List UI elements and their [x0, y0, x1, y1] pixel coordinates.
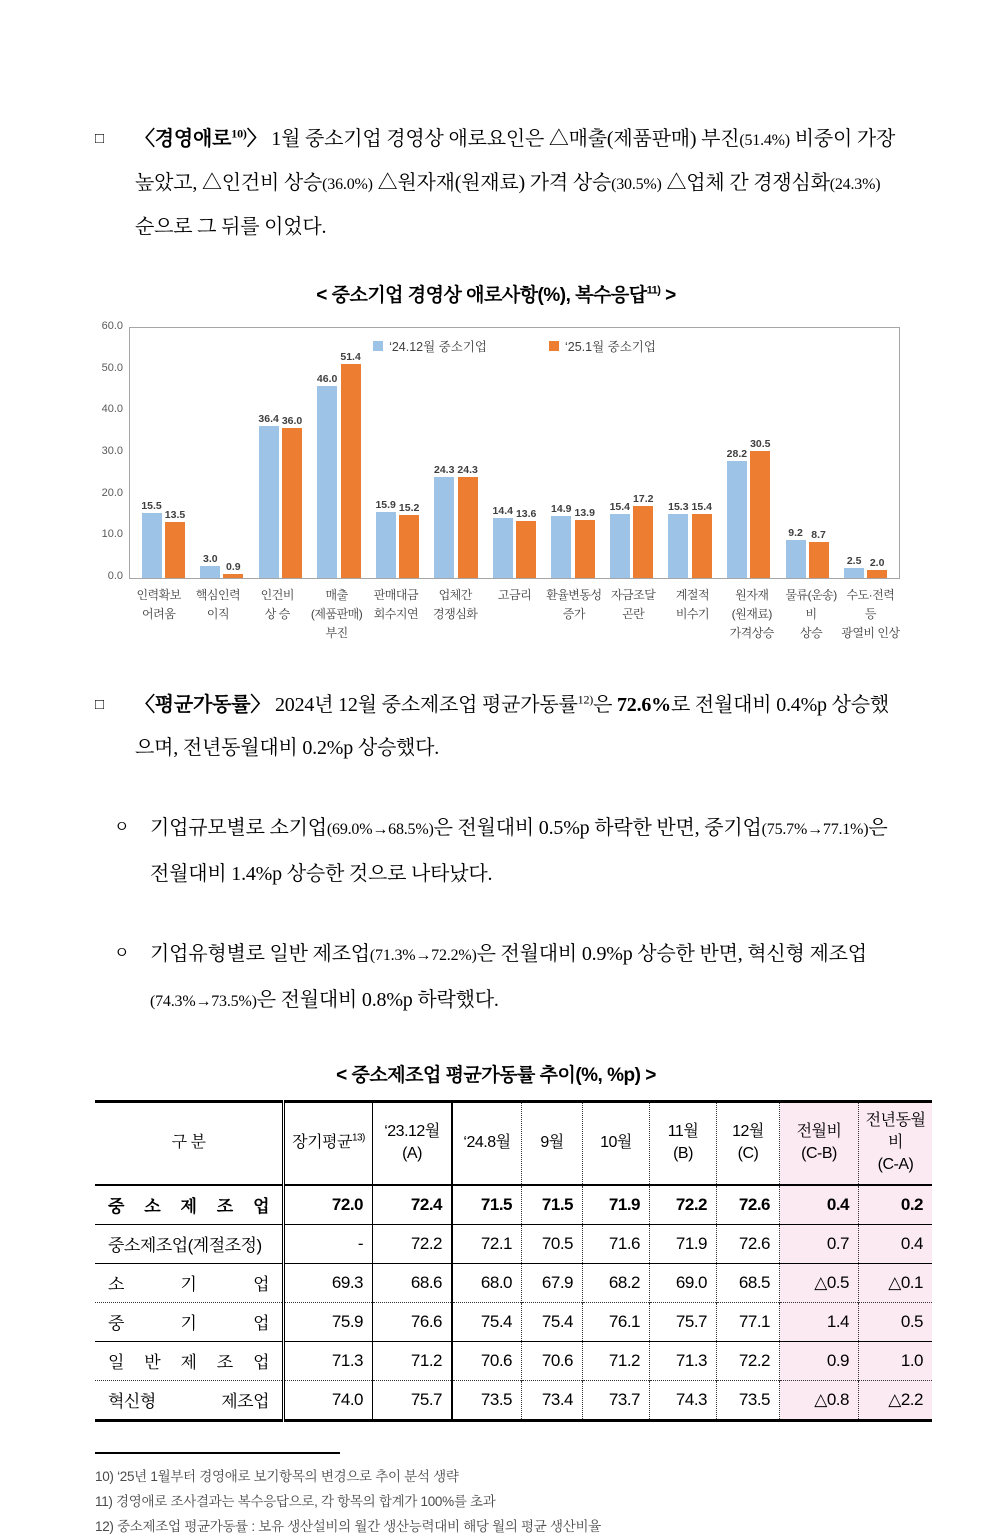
table-value-cell: 75.4 — [452, 1302, 522, 1341]
bar — [341, 364, 361, 578]
table-value-cell: 68.0 — [452, 1263, 522, 1302]
bar-value-label: 36.0 — [281, 415, 303, 427]
x-axis-category-label: 인건비 상 승 — [260, 588, 294, 622]
text-run: 은 — [593, 693, 617, 716]
bar-group — [778, 527, 837, 578]
bar-column — [516, 508, 536, 578]
table-value-cell: 73.5 — [452, 1380, 522, 1420]
table-value-cell: 67.9 — [522, 1263, 583, 1302]
bar-group — [134, 500, 193, 578]
table-value-cell: △0.5 — [780, 1263, 859, 1302]
legend-label: ‘24.12월 중소기업 — [389, 340, 487, 354]
x-axis-category-label: 핵심인력 이직 — [195, 588, 241, 622]
table-value-cell: 72.1 — [452, 1224, 522, 1263]
legend-swatch-icon — [549, 341, 559, 351]
text-run: 은 전월대비 0.5%p 하락한 반면, 중기업 — [433, 816, 762, 839]
x-axis-category-label: 업체간 경쟁심화 — [433, 588, 478, 622]
bar-group — [544, 503, 603, 578]
bar-column — [457, 464, 477, 578]
table-value-cell: 69.0 — [650, 1263, 717, 1302]
utilization-rate-table — [95, 1100, 932, 1422]
bar — [516, 521, 536, 578]
bar-value-label: 15.2 — [398, 501, 420, 514]
table-value-cell: △0.8 — [780, 1380, 859, 1420]
table-value-cell: 74.0 — [284, 1380, 373, 1420]
bar-value-label: 51.4 — [340, 350, 361, 363]
circle-bullet: ㅇ — [114, 944, 130, 962]
bar-group — [310, 351, 369, 578]
table-value-cell: 72.6 — [717, 1224, 780, 1263]
bar-value-label: 28.2 — [726, 447, 748, 460]
text-run: (51.4%) — [739, 132, 790, 149]
bar — [786, 540, 806, 578]
bar — [434, 477, 454, 578]
paragraph-business-difficulties — [95, 118, 902, 249]
table-value-cell: 71.2 — [583, 1341, 650, 1380]
row-label-cell: 중 소 제 조 업 — [95, 1185, 284, 1225]
y-axis-tick-label: 50.0 — [101, 361, 123, 374]
x-axis-category-label: 인력확보 어려움 — [136, 588, 181, 622]
text-run: 기업유형별로 일반 제조업 — [150, 942, 370, 965]
y-axis-tick-label: 60.0 — [101, 320, 123, 332]
text-run: 〈평균가동률〉 — [135, 693, 271, 716]
bar — [458, 477, 478, 578]
bar-value-label: 13.5 — [164, 508, 186, 521]
table-value-cell: 72.0 — [284, 1185, 373, 1225]
bar — [142, 513, 162, 578]
y-axis-tick-label: 30.0 — [101, 445, 123, 457]
bar-value-label: 2.0 — [869, 556, 885, 569]
bar-value-label: 14.4 — [492, 505, 513, 517]
text-run: △원자재(원재료) 가격 상승 — [372, 172, 612, 194]
bar-value-label: 17.2 — [633, 493, 654, 506]
table-value-cell: 75.7 — [650, 1302, 717, 1341]
table-value-cell: △2.2 — [859, 1380, 933, 1420]
table-value-cell: 72.2 — [650, 1185, 717, 1225]
bar — [200, 566, 220, 579]
table-header-cell: 전년동월비 (C-A) — [859, 1101, 933, 1185]
x-axis-category-label: 환율변동성 증가 — [546, 588, 602, 622]
table-value-cell: 72.4 — [373, 1185, 453, 1225]
table-row — [95, 1302, 932, 1341]
table-value-cell: 71.5 — [452, 1185, 522, 1225]
bar-group — [193, 553, 252, 579]
table-row — [95, 1224, 932, 1263]
table-value-cell: 0.7 — [780, 1224, 859, 1263]
bar-column — [867, 557, 887, 578]
y-axis-tick-label: 20.0 — [101, 486, 123, 499]
text-run: 은 전월대비 0.8%p 하락했다. — [256, 988, 499, 1011]
text-run: (24.3%) — [829, 176, 881, 193]
table-value-cell: 72.2 — [717, 1341, 780, 1380]
bar — [575, 520, 595, 578]
bar-column — [317, 373, 337, 578]
paragraph-text — [150, 806, 902, 896]
text-run: 은 전월대비 0.9%p 상승한 반면, 혁신형 제조업 — [476, 942, 867, 965]
text-run: 〈경영애로 — [135, 128, 232, 150]
footnotes — [95, 1464, 900, 1539]
table-header-cell: 장기평균$^{13)}$ — [284, 1101, 373, 1185]
table-row — [95, 1380, 932, 1420]
table-value-cell: 70.6 — [522, 1341, 583, 1380]
sub-bullet-by-company-type — [95, 932, 902, 1024]
x-axis-category-label: 원자재 (원재료) 가격상승 — [729, 588, 774, 641]
bar-value-label: 15.5 — [141, 500, 162, 513]
bar — [223, 574, 243, 578]
bar-column — [399, 502, 419, 578]
bar-value-label: 14.9 — [551, 502, 572, 515]
paragraph-average-utilization — [95, 684, 902, 770]
text-run: 11) — [646, 284, 661, 297]
bar-column — [375, 499, 395, 578]
bar — [493, 518, 513, 578]
bar — [692, 514, 712, 578]
y-axis-tick-label: 10.0 — [101, 528, 123, 541]
table-row — [95, 1263, 932, 1302]
text-run: 순으로 그 뒤를 이었다. — [135, 216, 327, 238]
bar-value-label: 24.3 — [457, 463, 478, 476]
table-header-cell: 10월 — [583, 1101, 650, 1185]
text-run: 1월 중소기업 경영상 애로요인은 △매출(제품판매) 부진 — [266, 128, 740, 150]
footnote: 10) ‘25년 1월부터 경영애로 보기항목의 변경으로 추이 분석 생략 — [95, 1468, 459, 1484]
table-value-cell: 77.1 — [717, 1302, 780, 1341]
table-value-cell: 75.4 — [522, 1302, 583, 1341]
bar-column — [223, 561, 243, 578]
text-run: 비중이 가장 높았고, △인건비 상승 — [135, 128, 896, 194]
bar-groups — [130, 328, 899, 578]
bar — [750, 451, 770, 578]
bar-group — [251, 413, 310, 578]
legend-swatch-icon — [373, 341, 383, 351]
bar-column — [141, 500, 161, 578]
bar — [317, 386, 337, 578]
bar-value-label: 9.2 — [788, 526, 803, 539]
paragraph-text — [135, 684, 902, 770]
text-run: > — [660, 285, 676, 306]
bar-value-label: 30.5 — [750, 437, 771, 450]
bar-group — [836, 555, 895, 578]
bar — [867, 570, 887, 578]
chart-legend — [130, 337, 899, 355]
paragraph-text — [150, 932, 902, 1024]
text-run: (74.3%→73.5%) — [150, 992, 257, 1010]
bar-value-label: 15.4 — [609, 500, 631, 513]
table-value-cell: - — [284, 1224, 373, 1263]
y-axis — [95, 320, 129, 582]
table-value-cell: △0.1 — [859, 1263, 933, 1302]
row-label-cell: 중 기 업 — [95, 1302, 284, 1341]
table-value-cell: 73.4 — [522, 1380, 583, 1420]
bar — [282, 428, 302, 578]
table-header-cell: 12월 (C) — [717, 1101, 780, 1185]
bar-column — [692, 501, 712, 578]
legend-label: ‘25.1월 중소기업 — [564, 340, 656, 354]
bar-column — [610, 501, 630, 578]
y-axis-tick-label: 0.0 — [107, 570, 123, 582]
text-run: 10) — [231, 126, 247, 141]
text-run: 기업규모별로 소기업 — [150, 816, 327, 839]
table-value-cell: 69.3 — [284, 1263, 373, 1302]
x-axis-category-label: 물류(운송)비 상승 — [785, 588, 837, 641]
table-value-cell: 0.5 — [859, 1302, 933, 1341]
table-value-cell: 75.7 — [373, 1380, 453, 1420]
table-body — [95, 1185, 932, 1421]
bar — [844, 568, 864, 578]
table-header-cell: 11월 (B) — [650, 1101, 717, 1185]
bar-value-label: 15.3 — [668, 501, 689, 514]
y-axis-tick-label: 40.0 — [101, 403, 123, 416]
bar-group — [602, 493, 661, 578]
bar-value-label: 8.7 — [811, 528, 826, 541]
table-value-cell: 1.4 — [780, 1302, 859, 1341]
bar-value-label: 2.5 — [846, 554, 862, 567]
table-value-cell: 76.6 — [373, 1302, 453, 1341]
table-header-row — [95, 1101, 932, 1185]
table-value-cell: 73.7 — [583, 1380, 650, 1420]
row-label-cell: 소 기 업 — [95, 1263, 284, 1302]
text-run: (69.0%→68.5%) — [326, 820, 434, 838]
footnote-separator — [95, 1452, 340, 1454]
bar-chart — [95, 320, 900, 582]
text-run: 12) — [577, 691, 594, 706]
document-page — [0, 118, 992, 1534]
table-value-cell: 72.6 — [717, 1185, 780, 1225]
table-header-cell: ‘24.8월 — [452, 1101, 522, 1185]
table-header-cell: 구 분 — [95, 1101, 284, 1185]
text-run: 은 전월대비 1.4%p 상승한 것으로 나타났다. — [150, 816, 888, 885]
text-run: 로 전월대비 0.4%p 상승했으며, 전년동월대비 0.2%p 상승했다. — [135, 693, 890, 759]
x-axis-category-label: 매출 (제품판매) 부진 — [310, 588, 363, 641]
footnote: 12) 중소제조업 평균가동률 : 보유 생산설비의 월간 생산능력대비 해당 월의 평균 생산비율 — [95, 1518, 601, 1534]
table-value-cell: 71.5 — [522, 1185, 583, 1225]
bar-value-label: 13.6 — [515, 508, 537, 521]
table-value-cell: 73.5 — [717, 1380, 780, 1420]
bar-value-label: 15.4 — [691, 500, 712, 513]
bar — [668, 514, 688, 578]
bar — [633, 506, 653, 578]
table-value-cell: 0.4 — [780, 1185, 859, 1225]
bar — [259, 426, 279, 578]
bar-column — [493, 505, 513, 578]
sub-bullet-by-company-size — [95, 806, 902, 896]
legend-item — [549, 337, 656, 355]
chart-title — [0, 280, 992, 307]
bar-value-label: 46.0 — [316, 373, 338, 386]
table-value-cell: 76.1 — [583, 1302, 650, 1341]
table-header — [95, 1101, 932, 1185]
bar — [399, 515, 419, 578]
bar-value-label: 13.9 — [574, 507, 595, 520]
table-value-cell: 71.3 — [650, 1341, 717, 1380]
bar-column — [727, 448, 747, 579]
text-run: (36.0%) — [322, 176, 373, 193]
bar-column — [551, 503, 571, 578]
table-header-cell: 전월비 (C-B) — [780, 1101, 859, 1185]
bar-value-label: 36.4 — [258, 413, 279, 426]
table-value-cell: 71.3 — [284, 1341, 373, 1380]
bar-column — [633, 493, 653, 578]
table-value-cell: 71.6 — [583, 1224, 650, 1263]
text-run: 〉 — [246, 128, 267, 150]
bar-column — [165, 509, 185, 578]
bar — [727, 461, 747, 579]
text-run: (71.3%→72.2%) — [369, 946, 477, 964]
table-title: < 중소제조업 평균가동률 추이(%, %p) > — [336, 1064, 656, 1086]
bar-group — [427, 464, 486, 578]
bar-column — [434, 464, 454, 578]
table-header-cell: 9월 — [522, 1101, 583, 1185]
table-value-cell: 72.2 — [373, 1224, 453, 1263]
bar — [165, 522, 185, 578]
table-value-cell: 68.2 — [583, 1263, 650, 1302]
table-value-cell: 75.9 — [284, 1302, 373, 1341]
bar-group — [485, 505, 544, 578]
paragraph-text — [135, 118, 902, 249]
table-value-cell: 71.9 — [583, 1185, 650, 1225]
x-axis-category-label: 자금조달 곤란 — [610, 588, 656, 622]
legend-item — [373, 337, 487, 355]
bar — [809, 542, 829, 578]
square-bullet: □ — [95, 131, 104, 147]
table-row — [95, 1185, 932, 1225]
text-run: < 중소기업 경영상 애로사항(%), 복수응답 — [316, 285, 647, 306]
table-value-cell: 71.9 — [650, 1224, 717, 1263]
x-axis-labels — [129, 586, 900, 644]
text-run: 72.6% — [616, 693, 671, 716]
bar-column — [750, 438, 770, 578]
row-label-cell: 혁신형 제조업 — [95, 1380, 284, 1420]
bar-group — [661, 501, 720, 578]
table-value-cell: 70.6 — [452, 1341, 522, 1380]
text-run: (75.7%→77.1%) — [761, 820, 869, 838]
bar-value-label: 0.9 — [225, 561, 241, 574]
bar-column — [668, 501, 688, 578]
table-value-cell: 68.6 — [373, 1263, 453, 1302]
table-value-cell: 74.3 — [650, 1380, 717, 1420]
table-value-cell: 0.2 — [859, 1185, 933, 1225]
footnote: 11) 경영애로 조사결과는 복수응답으로, 각 항목의 합계가 100%를 초과 — [95, 1493, 496, 1509]
bar — [376, 512, 396, 578]
row-label-cell: 중소제조업(계절조정) — [95, 1224, 284, 1263]
bar — [610, 514, 630, 578]
bar-group — [719, 438, 778, 578]
table-value-cell: 1.0 — [859, 1341, 933, 1380]
table-value-cell: 68.5 — [717, 1263, 780, 1302]
bar — [551, 516, 571, 578]
x-axis-category-label: 판매대금 회수지연 — [373, 588, 419, 622]
x-axis-category-label: 계절적 비수기 — [675, 588, 710, 622]
x-axis-category-label: 고금리 — [497, 588, 532, 602]
bar-column — [282, 415, 302, 578]
square-bullet: □ — [95, 696, 104, 713]
table-value-cell: 70.5 — [522, 1224, 583, 1263]
bar-value-label: 3.0 — [202, 552, 218, 565]
bar-column — [844, 555, 864, 578]
text-run: △업체 간 경쟁심화 — [661, 172, 830, 194]
table-value-cell: 0.4 — [859, 1224, 933, 1263]
text-run: 2024년 12월 중소제조업 평균가동률 — [270, 693, 578, 716]
bar-column — [258, 413, 278, 578]
table-row — [95, 1341, 932, 1380]
table-value-cell: 71.2 — [373, 1341, 453, 1380]
bar-group — [368, 499, 427, 578]
plot-area — [129, 327, 900, 579]
bar-value-label: 15.9 — [375, 498, 396, 511]
x-axis-category-label: 수도·전력 등 광열비 인상 — [841, 588, 900, 641]
bar-column — [809, 529, 829, 578]
row-label-cell: 일 반 제 조 업 — [95, 1341, 284, 1380]
bar-value-label: 24.3 — [433, 463, 455, 476]
bar-column — [786, 527, 806, 578]
text-run: (30.5%) — [611, 176, 662, 193]
table-header-cell: ‘23.12월 (A) — [373, 1101, 453, 1185]
bar-column — [340, 351, 360, 578]
circle-bullet: ㅇ — [114, 818, 130, 836]
bar-column — [200, 553, 220, 579]
bar-column — [574, 507, 594, 578]
table-value-cell: 0.9 — [780, 1341, 859, 1380]
